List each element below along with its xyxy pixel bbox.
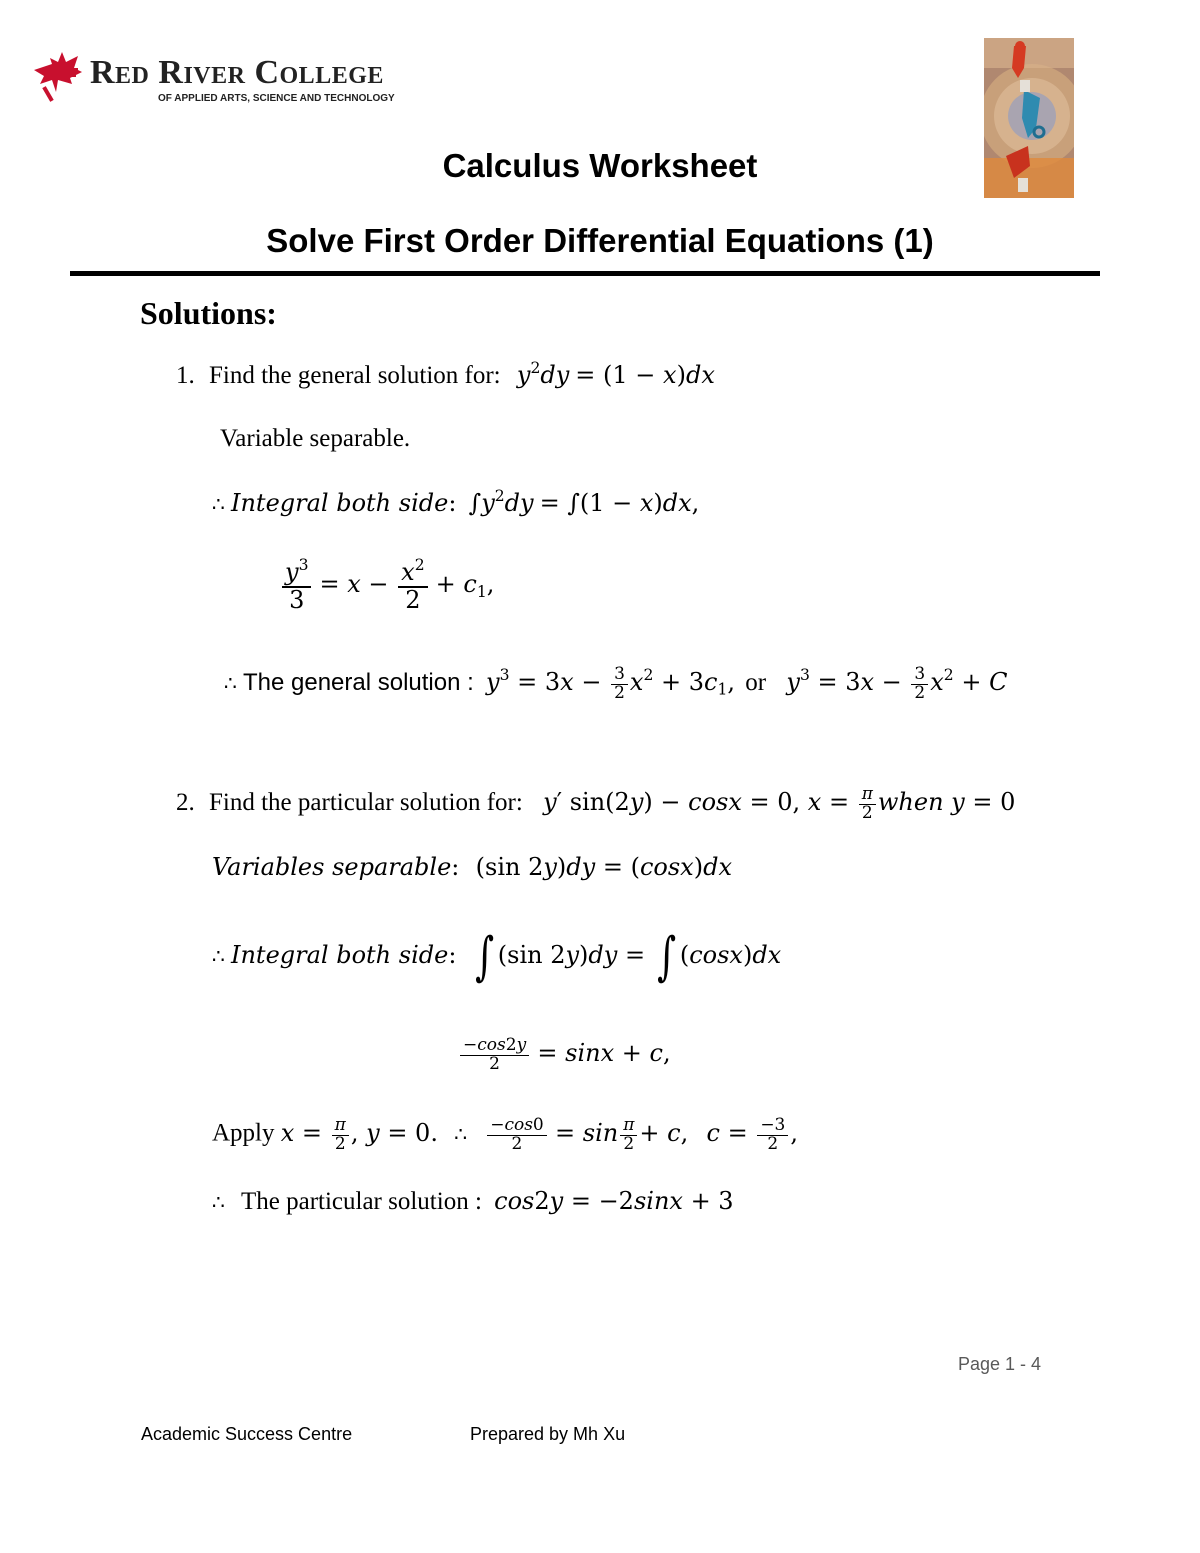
problem-2-integrated: $\frac{-\cos 2y}{2}$ = sinx + c, — [458, 1036, 671, 1074]
step-label: Variables separable — [212, 853, 452, 881]
problem-2-equation: y′ sin(2y) − cosx = 0, x = $\frac{\pi}{2}$ when y = 0 — [543, 784, 1016, 823]
problem-2-result: ∴ The particular solution : cos2y = −2sinx + 3 — [212, 1187, 734, 1215]
or-text: or — [745, 668, 767, 696]
step-label: Integral both side — [230, 941, 449, 969]
problem-1-statement — [176, 360, 715, 391]
problem-1-integral-step: ∴ Integral both side: $\int y^2dy = \int(1 - x)dx$, — [212, 486, 700, 517]
problem-prompt: Find the particular solution for: — [209, 788, 523, 816]
problem-number: 1. — [176, 362, 195, 389]
result-label: The particular solution : — [240, 1188, 482, 1215]
maple-leaf-icon — [28, 50, 84, 104]
college-name: Red River College — [90, 54, 384, 91]
worksheet-subtitle: Solve First Order Differential Equations (1) — [266, 222, 934, 259]
section-title: Solutions: — [140, 295, 277, 331]
problem-1-note: Variable separable. — [220, 425, 411, 452]
footer-left: Academic Success Centre — [141, 1424, 353, 1444]
apply-label: Apply — [212, 1119, 275, 1147]
college-subtitle: OF APPLIED ARTS, SCIENCE AND TECHNOLOGY — [158, 93, 395, 104]
footer-right: Prepared by Mh Xu — [470, 1424, 626, 1444]
problem-2-integral-step: ∴ Integral both side: ∫ (sin 2y)dy = ∫ (cosx)dx — [212, 927, 782, 988]
problem-number: 2. — [176, 788, 195, 816]
problem-1-result: ∴ The general solution : $y^3 = 3x$ − $\frac{3}{2}$ $x^2 + 3c_1$, or $y^3 = 3x$ − $\frac{3}{2}$ $x^2 + C$ — [224, 664, 1008, 703]
worksheet-title: Calculus Worksheet — [442, 147, 758, 184]
problem-1-equation: $y^2dy = (1 - x)dx$ — [516, 358, 715, 389]
college-logo — [28, 48, 395, 108]
problem-1-integrated: $\frac{y^3}{3}$ = x − $\frac{x^2}{2}$ + $c_1$, — [280, 560, 494, 613]
problem-prompt: Find the general solution for: — [209, 362, 501, 389]
result-label: The general solution : — [242, 668, 474, 696]
problem-2-apply-condition: Apply x = $\frac{\pi}{2}$ , y = 0. ∴ $\frac{-\cos 0}{2}$ = sin $\frac{\pi}{2}$ + c, c = $\frac{-3}{2}$ , — [212, 1114, 799, 1154]
header-rule — [70, 271, 1100, 276]
page-number: Page 1 - 4 — [958, 1354, 1042, 1374]
problem-2-statement — [176, 786, 1015, 823]
step-label: Integral both side — [230, 489, 449, 517]
problem-2-separation: Variables separable: (sin 2y)dy = (cosx)dx — [212, 853, 732, 881]
